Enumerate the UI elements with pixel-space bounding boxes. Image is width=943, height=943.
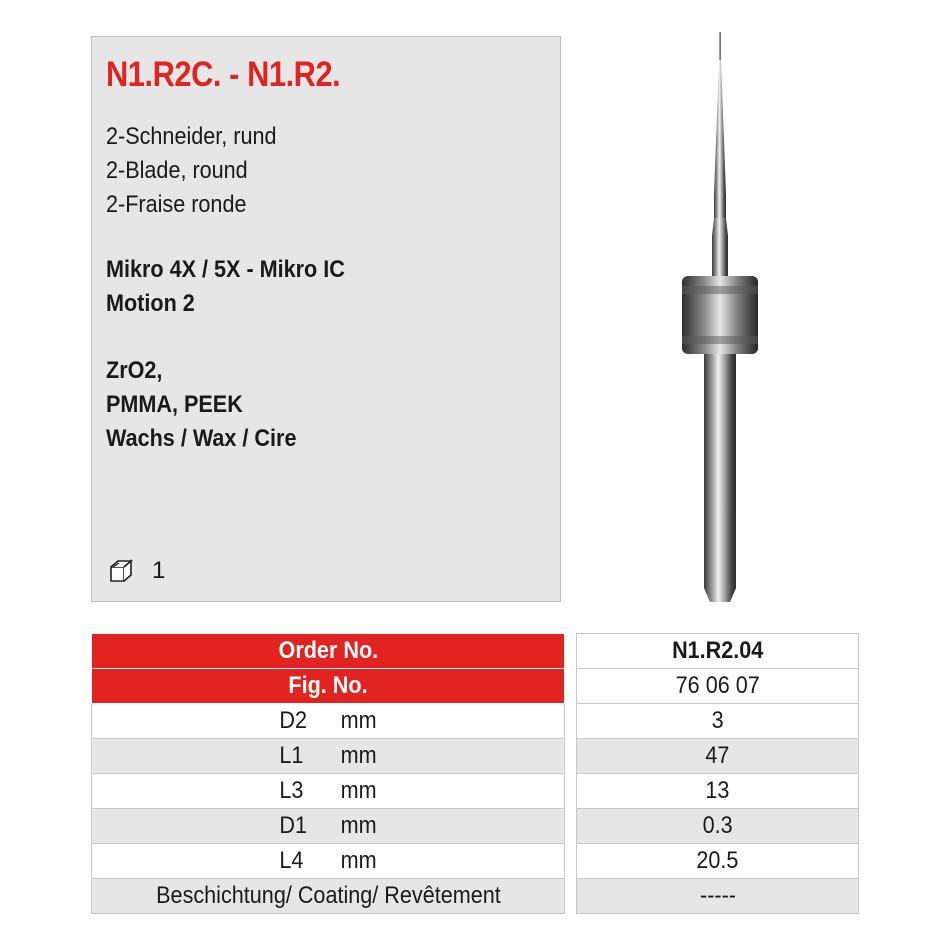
machine-line-1: Mikro 4X / 5X - Mikro IC	[106, 256, 345, 283]
materials-block	[106, 354, 296, 456]
table-row	[92, 774, 565, 809]
coating-value-row	[577, 879, 859, 914]
table-row	[577, 809, 859, 844]
table-row	[577, 844, 859, 879]
unit-label: mm	[340, 777, 377, 804]
fig-label-row	[92, 669, 565, 704]
param-label: D1	[279, 812, 308, 839]
order-no-row	[577, 634, 859, 669]
param-label: L3	[279, 777, 304, 804]
description-block	[106, 120, 277, 222]
order-label-cell	[92, 634, 565, 669]
unit-label: mm	[340, 742, 377, 769]
table-row	[577, 774, 859, 809]
specs-label-table	[91, 633, 565, 914]
machines-block	[106, 253, 345, 321]
pack-quantity-value: 1	[152, 557, 166, 584]
order-label: Order No.	[278, 637, 378, 664]
description-en: 2-Blade, round	[106, 157, 248, 184]
table-row	[577, 704, 859, 739]
coating-value: -----	[699, 882, 736, 909]
product-info-panel	[91, 36, 561, 602]
fig-label-cell	[92, 669, 565, 704]
fig-number: 76 06 07	[675, 672, 760, 699]
machine-line-2: Motion 2	[106, 290, 195, 317]
table-row	[92, 809, 565, 844]
milling-tool-image	[670, 30, 770, 610]
order-number: N1.R2.04	[671, 637, 764, 664]
table-row	[577, 739, 859, 774]
param-value: 47	[705, 742, 730, 769]
coating-row	[92, 879, 565, 914]
unit-label: mm	[340, 812, 377, 839]
fig-label: Fig. No.	[288, 672, 368, 699]
pack-quantity	[108, 557, 165, 585]
package-box-icon	[108, 558, 134, 584]
param-label: L4	[279, 847, 304, 874]
fig-no-row	[577, 669, 859, 704]
param-value: 13	[705, 777, 730, 804]
order-label-row	[92, 634, 565, 669]
param-value: 0.3	[702, 812, 733, 839]
description-fr: 2-Fraise ronde	[106, 191, 247, 218]
param-value: 3	[711, 707, 724, 734]
table-row	[92, 704, 565, 739]
unit-label: mm	[340, 707, 377, 734]
product-title: N1.R2C. - N1.R2.	[106, 55, 341, 94]
param-label: D2	[279, 707, 308, 734]
material-line-3: Wachs / Wax / Cire	[106, 425, 297, 452]
specs-value-table	[576, 633, 859, 914]
table-row	[92, 844, 565, 879]
table-row	[92, 739, 565, 774]
description-de: 2-Schneider, rund	[106, 123, 277, 150]
material-line-1: ZrO2,	[106, 357, 163, 384]
material-line-2: PMMA, PEEK	[106, 391, 243, 418]
coating-label: Beschichtung/ Coating/ Revêtement	[155, 882, 501, 909]
param-value: 20.5	[696, 847, 739, 874]
unit-label: mm	[340, 847, 377, 874]
param-label: L1	[279, 742, 304, 769]
